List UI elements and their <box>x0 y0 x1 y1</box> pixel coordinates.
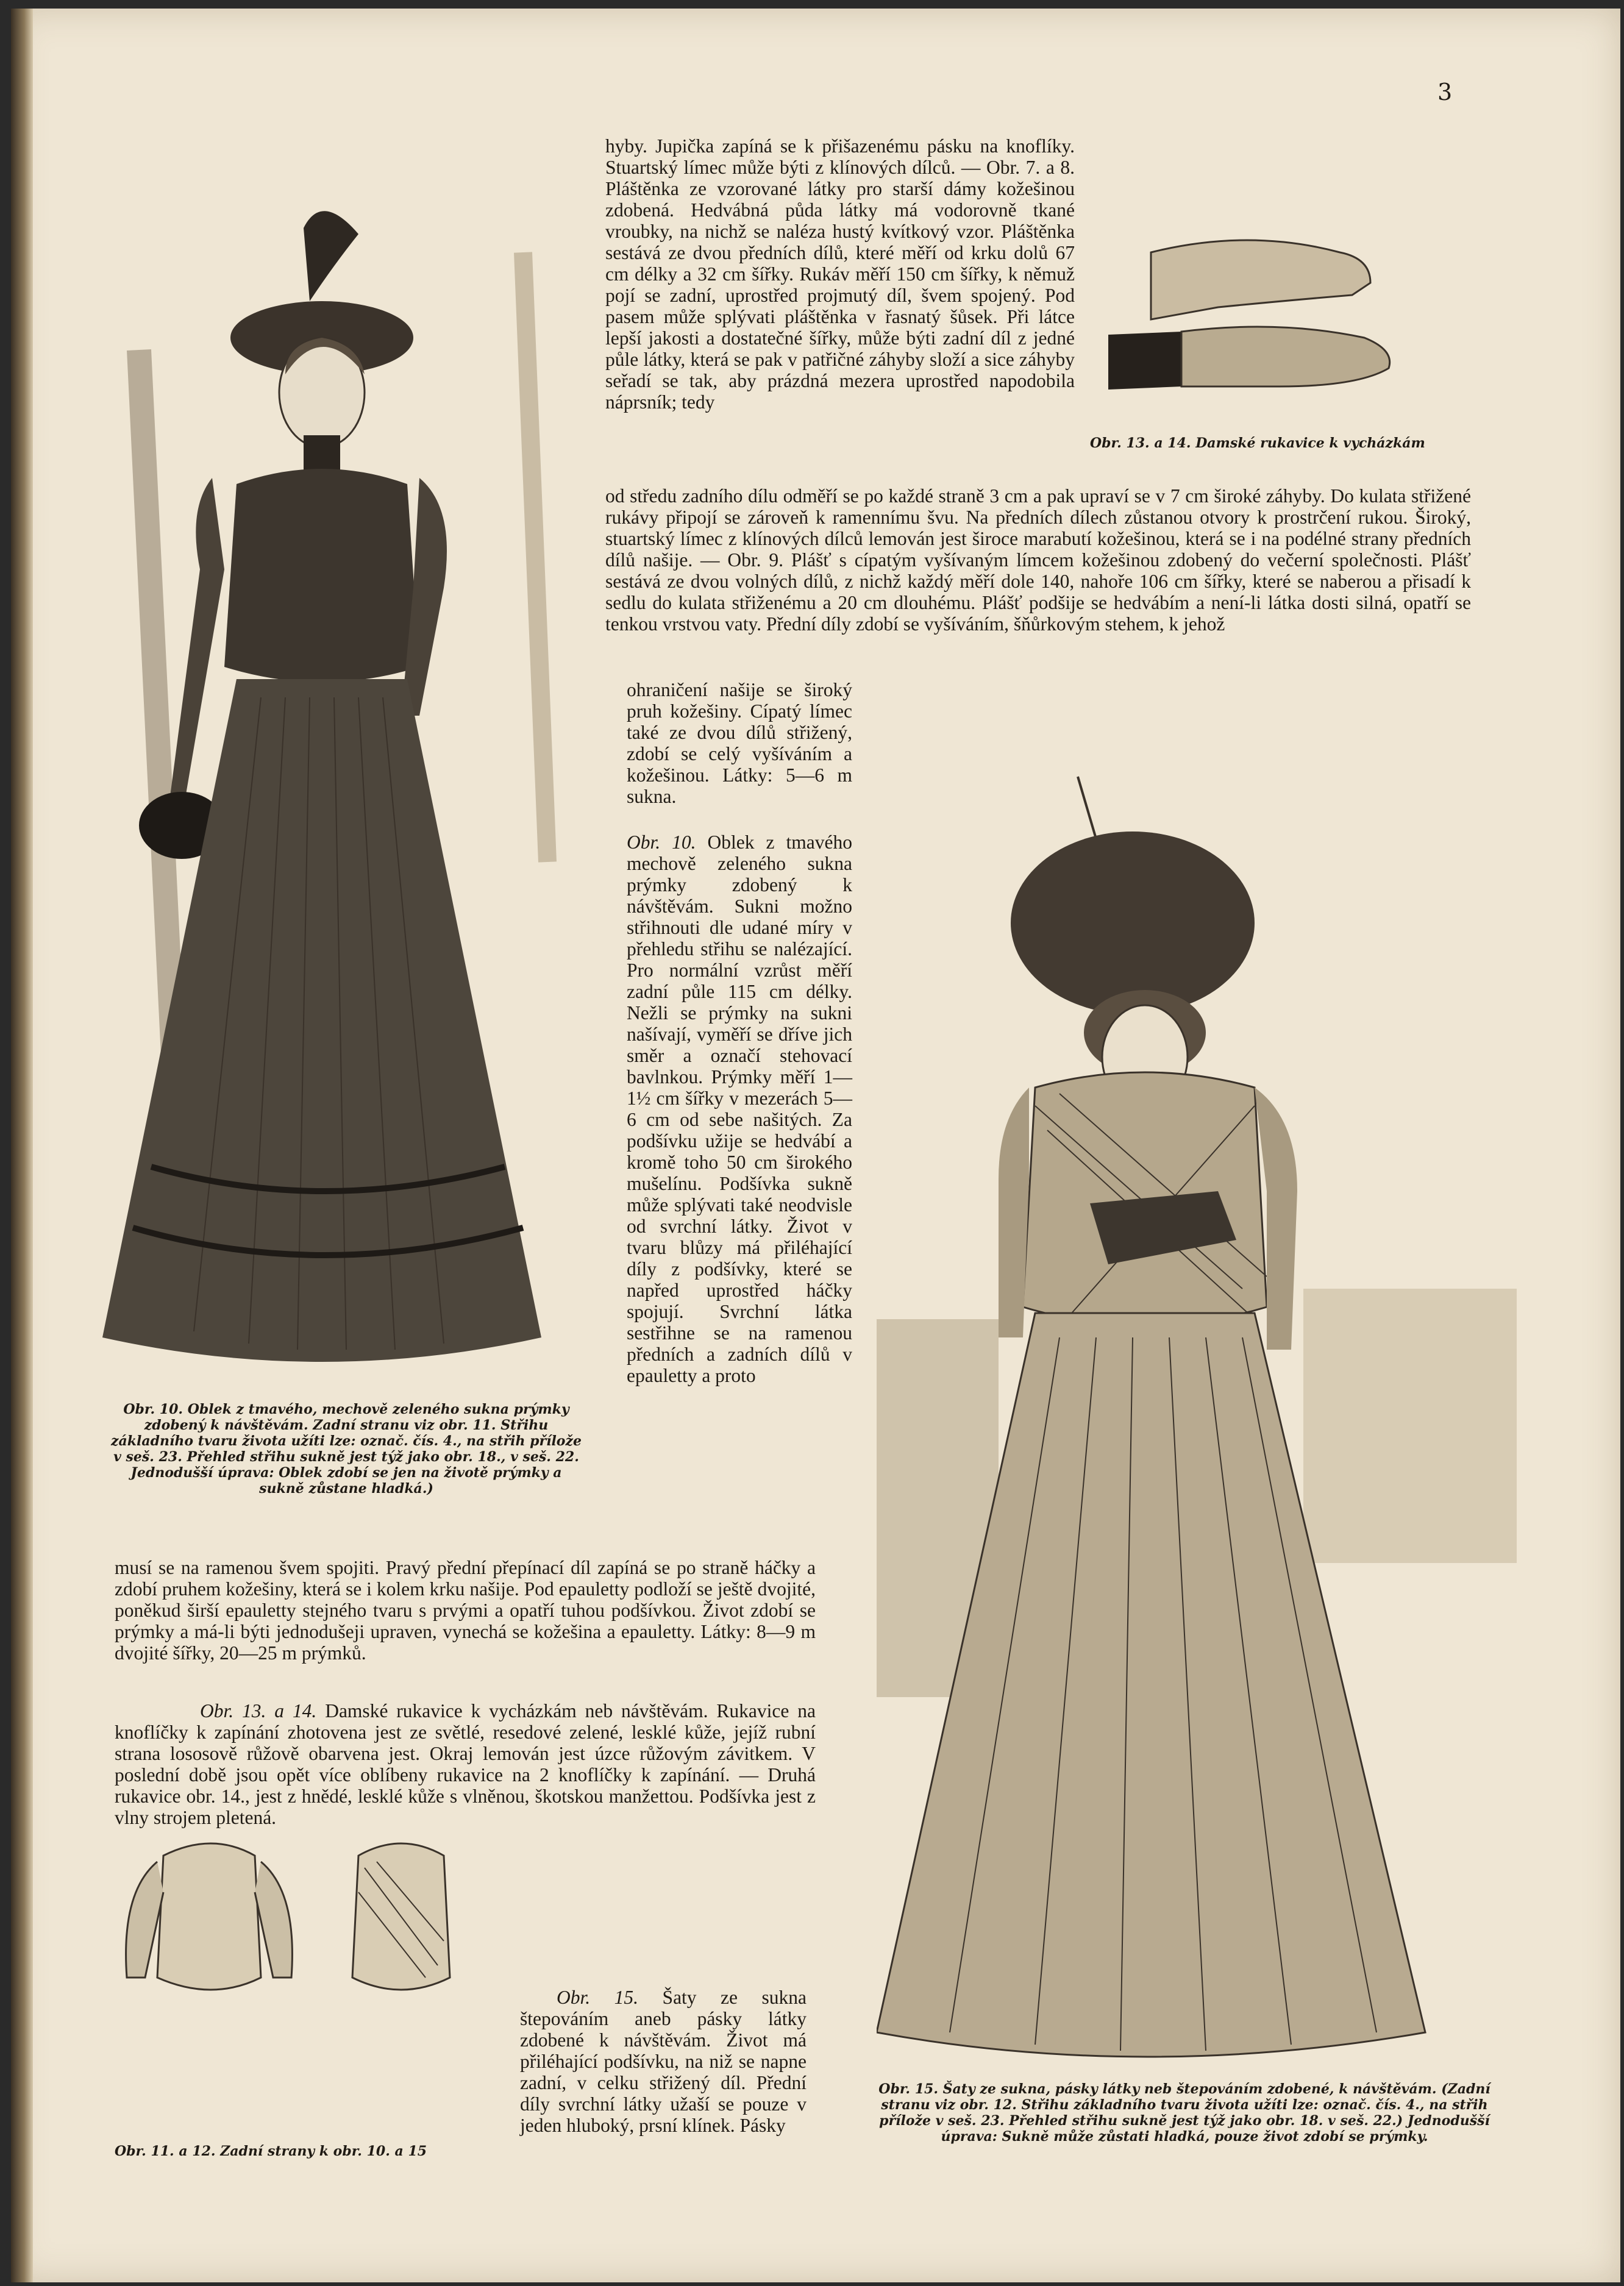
caption-fig13: Obr. 13. a 14. Damské rukavice k vycházkám <box>1090 435 1425 451</box>
text-block-obr15 <box>520 1987 807 2136</box>
text-block-bottom-left: musí se na ramenou švem spojiti. Pravý přední přepínací díl zapíná se po straně háčky a zdobí pruhem kožešiny, která se i kolem krku našije. Pod epauletty podloží se ještě dvojité, poněkud širší epauletty stejného tvaru s prvými a opatří tuhou podšívkou. Život zdobí se prýmky a má-li býti jednodušeji upraven, vynechá se kožešina a epauletty. Látky: 8—9 m dvojité šířky, 20—25 m prýmků. <box>115 1557 816 1664</box>
illustration-gloves <box>1096 216 1413 417</box>
illustration-back-views <box>102 1819 480 2118</box>
caption-fig10: Obr. 10. Oblek z tmavého, mechově zeleného sukna prýmky zdobený k návštěvám. Zadní stranu viz obr. 11. Střihu základního tvaru života užíti lze: označ. čís. 4., na střih přílože v seš. 23. Přehled střihu sukně jest týž jako obr. 18., v seš. 22. Jednodušší úprava: Oblek zdobí se jen na životě prýmky a sukně zůstane hladká.) <box>111 1401 582 1497</box>
label-obr10: Obr. 10. <box>627 831 696 853</box>
page-number: 3 <box>1437 79 1453 105</box>
text-obr15: Šaty ze sukna štepováním aneb pásky látky zdobené k návštěvám. Život má přiléhající podšívku, na niž se napne zadní, v celku střižený díl. Přední díly svrchní látky užaší se pouze v jeden hluboký, prsní klínek. Pásky <box>520 1987 807 2136</box>
text-block-wide: od středu zadního dílu odměří se po každé straně 3 cm a pak upraví se v 7 cm široké záhyby. Do kulata střižené rukávy připojí se zároveň k ramennímu švu. Na předních dílech zůstanou otvory k prostrčení rukou. Široký, stuartský límec z klínových dílců lemován jest široce marabutí kožešinou, která se i na podélné strany předních dílů našije. — Obr. 9. Plášť s cípatým vyšívaným límcem kožešinou zdobený do večerní společnosti. Plášť sestává ze dvou volných dílů, z nichž každý měří dole 140, nahoře 106 cm šířky, které se naberou a přisadí k sedlu do kulata střiženému a 20 cm dlouhému. Plášť podšije se hedvábím a není-li látka dosti silná, opatří se tenkou vrstvou vaty. Přední díly zdobí se vyšíváním, šňůrkovým stehem, k jehož <box>605 485 1471 635</box>
text-block-obr13 <box>115 1700 816 1828</box>
illustration-fig10-dress <box>102 191 584 1386</box>
label-obr13: Obr. 13. a 14. <box>200 1700 317 1722</box>
magazine-page <box>11 9 1620 2282</box>
caption-fig11: Obr. 11. a 12. Zadní strany k obr. 10. a 15 <box>115 2143 427 2159</box>
text-obr13: Damské rukavice k vycházkám neb návštěvám. Rukavice na knoflíčky k zapínání zhotovena jest ze světlé, resedové zelené, lesklé kůže, jejíž rubní strana lososově růžově obarvena jest. Okraj lemován jest úzce růžovým závitkem. V poslední době jsou opět více oblíbeny rukavice na 2 knoflíčky k zapínání. — Druhá rukavice obr. 14., jest z hnědé, lesklé kůže s vlněnou, škotskou manžettou. Podšívka jest z vlny strojem pletená. <box>115 1700 816 1828</box>
label-obr15: Obr. 15. <box>557 1987 639 2008</box>
text-block-narrow-column: ohraničení našije se široký pruh kožešiny. Cípatý límec také ze dvou dílů střižený, zdobí se celý vyšíváním a kožešinou. Látky: 5—6 m sukna. <box>627 679 852 807</box>
illustration-fig15-dress <box>877 740 1517 2069</box>
caption-fig15: Obr. 15. Šaty ze sukna, pásky látky neb štepováním zdobené, k návštěvám. (Zadní stranu viz obr. 12. Střihu základního tvaru života užíti lze: označ. čís. 4., na střih přílože v seš. 23. Přehled střihu sukně jest týž jako obr. 18. v seš. 22.) Jednodušší úprava: Sukně může zůstati hladká, pouze život zdobí se prýmky. <box>878 2081 1490 2145</box>
text-obr10: Oblek z tmavého mechově zeleného sukna prýmky zdobený k návštěvám. Sukni možno střihnouti dle udané míry v přehledu střihu se nalézající. Pro normální vzrůst měří zadní půle 115 cm délky. Nežli se prýmky na sukni našívají, vyměří se dříve jich směr a označí stehovací bavlnkou. Prýmky měří 1—1½ cm šířky v mezerách 5—6 cm od sebe našitých. Za podšívku užije se hedvábí a kromě toho 50 cm širokého mušelínu. Podšívka sukně může splývati také neodvisle od svrchní látky. Život v tvaru blůzy má přiléhající díly z podšívky, které se napřed uprostřed háčky spojují. Svrchní látka sestřihne se na ramenou předních a zadních dílů v epauletty a proto <box>627 831 852 1386</box>
text-block-obr10 <box>627 831 852 1386</box>
book-spine-shadow <box>11 9 33 2282</box>
text-block-top-right: hyby. Jupička zapíná se k přišazenému pásku na knoflíky. Stuartský límec může býti z klínových dílců. — Obr. 7. a 8. Pláštěnka ze vzorované látky pro starší dámy kožešinou zdobená. Hedvábná půda látky má vodorovně tkané vroubky, na nichž se naléza hustý kvítkový vzor. Pláštěnka sestává ze dvou předních dílů, které měří od krku dolů 67 cm délky a 32 cm šířky. Rukáv měří 150 cm šířky, k němuž pojí se zadní, uprostřed projmutý díl, švem spojený. Pod pasem může splývati pláštěnka v řasnatý šůsek. Při látce lepší jakosti a dostatečné šířky, může býti zadní díl z jedné půle látky, která se pak v patřičné záhyby složí a sice záhyby seřadí se tak, aby prázdná mezera uprostřed napodobila náprsník; tedy <box>605 135 1075 413</box>
